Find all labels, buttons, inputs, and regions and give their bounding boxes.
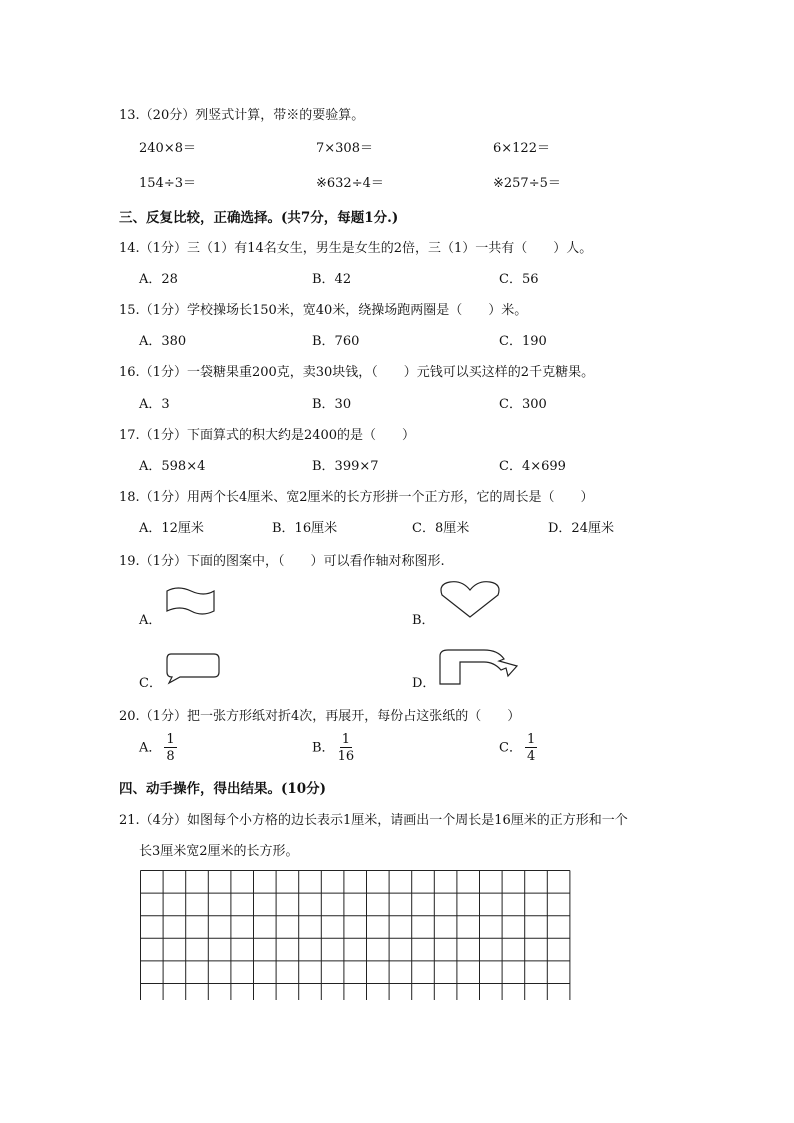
q15-option-b: B．760: [312, 334, 360, 349]
q17-option-a: A．598×4: [139, 459, 206, 474]
q21-stem-line-1: 21.（4分）如图每个小方格的边长表示1厘米，请画出一个周长是16厘米的正方形和一个: [119, 813, 628, 828]
q19-option-c: C．: [139, 676, 162, 691]
q20-option-b: [312, 733, 354, 763]
q15-option-c: C．190: [499, 334, 547, 349]
q19-option-d: D．: [412, 676, 436, 691]
q19-option-a: A．: [139, 613, 162, 628]
q14-option-c: C．56: [499, 272, 539, 287]
fraction-denominator: 8: [166, 749, 175, 764]
q17-option-c: C．4×699: [499, 459, 566, 474]
q16-option-a: A．3: [139, 397, 170, 412]
square-grid[interactable]: [140, 870, 571, 1000]
fraction: [164, 733, 176, 763]
fraction-numerator: 1: [341, 732, 350, 747]
q20-option-a: [139, 733, 177, 763]
fraction: [338, 733, 355, 763]
q16-stem: 16.（1分）一袋糖果重200克，卖30块钱，（ ）元钱可以买这样的2千克糖果。: [119, 365, 595, 380]
q19-stem: 19.（1分）下面的图案中，（ ）可以看作轴对称图形.: [119, 554, 445, 569]
q18-option-b: B．16厘米: [272, 521, 338, 536]
q20-option-c: [499, 733, 537, 763]
q20-stem: 20.（1分）把一张方形纸对折4次，再展开，每份占这张纸的（ ）: [119, 709, 521, 724]
q18-option-d: D．24厘米: [548, 521, 614, 536]
q16-option-c: C．300: [499, 397, 547, 412]
q20-option-a-label: A．: [139, 740, 162, 756]
q20-option-c-label: C．: [499, 740, 522, 756]
fraction-numerator: 1: [526, 732, 536, 747]
section-4-heading: 四、动手操作，得出结果。(10分): [119, 781, 327, 797]
fraction: [525, 733, 537, 763]
speech-bubble-shape: [164, 652, 222, 686]
q14-option-b: B．42: [312, 272, 352, 287]
q21-stem-line-2: 长3厘米宽2厘米的长方形。: [139, 844, 299, 859]
q18-stem: 18.（1分）用两个长4厘米、宽2厘米的长方形拼一个正方形，它的周长是（ ）: [119, 490, 594, 505]
q15-stem: 15.（1分）学校操场长150米，宽40米，绕操场跑两圈是（ ）米。: [119, 303, 528, 318]
q13-item-2: 7×308＝: [316, 141, 373, 156]
q18-option-a: A．12厘米: [139, 521, 204, 536]
fraction-numerator: 1: [166, 732, 175, 747]
fraction-denominator: 16: [337, 749, 355, 764]
fraction-denominator: 4: [526, 749, 536, 764]
q16-option-b: B．30: [312, 397, 352, 412]
q13-item-6: ※257÷5＝: [493, 176, 561, 191]
q14-stem: 14.（1分）三（1）有14名女生，男生是女生的2倍，三（1）一共有（ ）人。: [119, 241, 593, 256]
q17-stem: 17.（1分）下面算式的积大约是2400的是（ ）: [119, 428, 416, 443]
q15-option-a: A．380: [139, 334, 187, 349]
q18-option-c: C．8厘米: [412, 521, 470, 536]
q17-option-b: B．399×7: [312, 459, 379, 474]
q13-item-1: 240×8＝: [139, 141, 196, 156]
q13-item-4: 154÷3＝: [139, 176, 196, 191]
q14-option-a: A．28: [139, 272, 178, 287]
waving-flag-shape: [164, 586, 218, 620]
heart-shape: [438, 580, 502, 620]
q13-item-5: ※632÷4＝: [316, 176, 384, 191]
q13-stem: 13.（20分）列竖式计算，带※的要验算。: [119, 108, 365, 123]
q19-option-b: B．: [412, 613, 435, 628]
q13-item-3: 6×122＝: [493, 141, 550, 156]
section-3-heading: 三、反复比较，正确选择。(共7分，每题1分.): [119, 210, 399, 226]
q20-option-b-label: B．: [312, 740, 335, 756]
curved-arrow-shape: [438, 648, 520, 688]
